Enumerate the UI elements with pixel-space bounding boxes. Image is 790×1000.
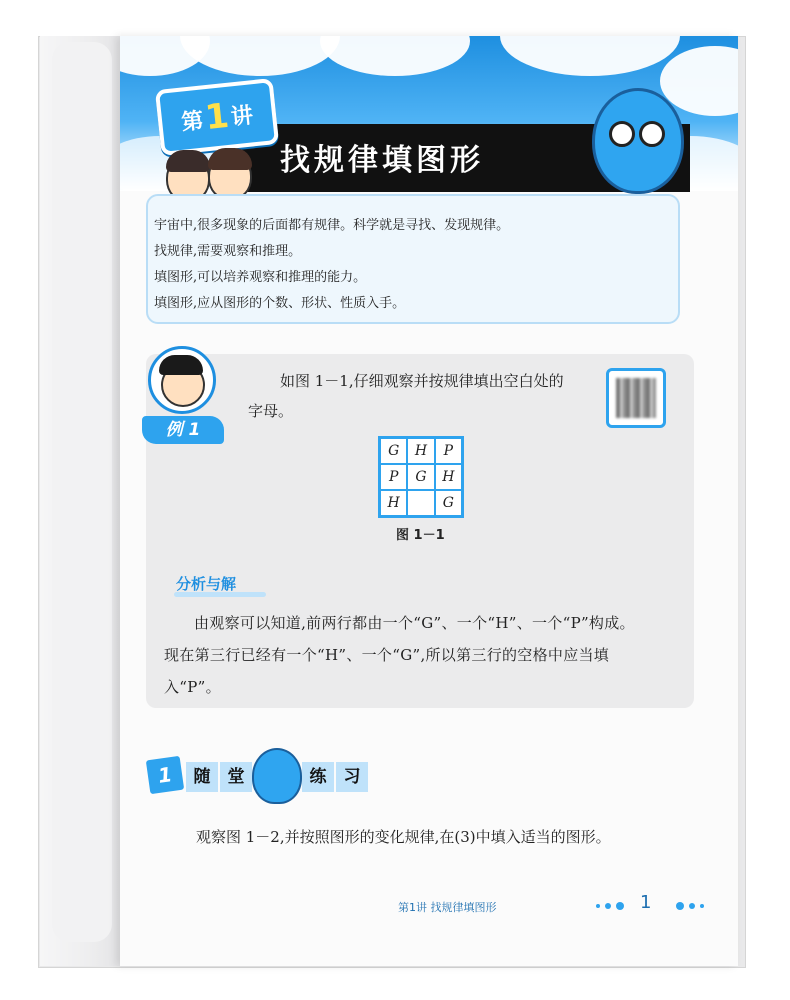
lesson-badge	[155, 78, 279, 156]
practice-word: 练	[302, 762, 334, 792]
analysis-heading: 分析与解	[176, 575, 237, 593]
book-edge	[52, 42, 112, 942]
book-page	[120, 36, 738, 966]
question-text: 字母。	[248, 402, 294, 420]
cloud-decoration	[320, 36, 470, 76]
water-drop-mascot-icon	[592, 88, 684, 194]
lesson-badge-prefix: 第	[180, 108, 205, 136]
intro-line: 填图形,可以培养观察和推理的能力。	[154, 270, 367, 285]
girl-character-icon	[208, 152, 252, 200]
footer-dot-icon	[605, 903, 611, 909]
grid-cell: G	[407, 464, 434, 490]
answer-text: 现在第三行已经有一个“H”、一个“G”,所以第三行的空格中应当填	[164, 646, 610, 664]
mascot-glasses-icon	[609, 121, 635, 147]
footer-chapter-label: 第1讲 找规律填图形	[398, 901, 497, 914]
grid-cell: H	[435, 464, 462, 490]
grid-cell: G	[435, 490, 462, 516]
practice-heading	[148, 748, 368, 800]
qr-code-icon[interactable]	[606, 368, 666, 428]
example-tag: 例 1	[142, 416, 224, 444]
grid-cell: P	[380, 464, 407, 490]
student-avatar-icon	[148, 346, 216, 414]
answer-text: 由观察可以知道,前两行都由一个“G”、一个“H”、一个“P”构成。	[194, 614, 635, 632]
footer-dot-icon	[676, 902, 684, 910]
grid-cell: H	[407, 438, 434, 464]
page-title: 找规律填图形	[280, 143, 484, 178]
practice-text: 观察图 1－2,并按照图形的变化规律,在(3)中填入适当的图形。	[196, 828, 611, 846]
practice-word: 随	[186, 762, 218, 792]
intro-line: 填图形,应从图形的个数、形状、性质入手。	[154, 296, 406, 311]
intro-line: 找规律,需要观察和推理。	[154, 244, 302, 259]
practice-word: 堂	[220, 762, 252, 792]
footer-dot-icon	[700, 904, 704, 908]
footer-dot-icon	[596, 904, 600, 908]
practice-number: 1	[146, 756, 184, 794]
page-number: 1	[640, 892, 652, 913]
figure-caption: 图 1－1	[396, 528, 445, 543]
grid-cell: H	[380, 490, 407, 516]
footer-dot-icon	[616, 902, 624, 910]
mascot-glasses-icon	[639, 121, 665, 147]
intro-line: 宇宙中,很多现象的后面都有规律。科学就是寻找、发现规律。	[154, 218, 510, 233]
lesson-badge-number: 1	[203, 95, 231, 139]
lesson-badge-suffix: 讲	[229, 102, 255, 130]
answer-text: 入“P”。	[164, 678, 221, 696]
practice-word: 习	[336, 762, 368, 792]
cloud-decoration	[500, 36, 680, 76]
letter-grid	[378, 436, 464, 518]
grid-cell: G	[380, 438, 407, 464]
cloud-decoration	[180, 36, 340, 76]
question-text: 如图 1－1,仔细观察并按规律填出空白处的	[280, 372, 564, 390]
footer-dot-icon	[689, 903, 695, 909]
water-drop-mascot-icon	[252, 748, 302, 804]
grid-cell-blank	[407, 490, 434, 516]
grid-cell: P	[435, 438, 462, 464]
